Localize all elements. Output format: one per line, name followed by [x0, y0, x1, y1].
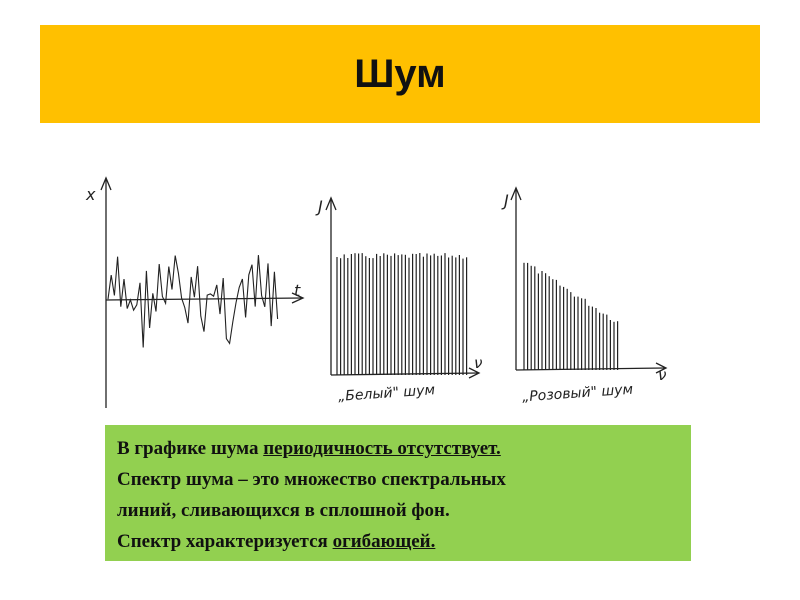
time-signal-y-label: x — [86, 185, 96, 204]
pink-noise-y-label: J — [504, 191, 509, 210]
note-line-1-prefix: В графике шума — [117, 438, 264, 459]
pink-noise-x-label: ν — [658, 366, 667, 384]
note-line-1 — [117, 433, 681, 464]
white-noise-spectral-lines — [337, 253, 467, 375]
white-noise-x-label: ν — [474, 354, 483, 372]
white-noise-caption: „Белый" шум — [337, 382, 436, 405]
note-line-1-underlined: периодичность отсутствует. — [263, 438, 501, 459]
note-line-4-prefix: Спектр характеризуется — [117, 531, 333, 552]
pink-noise-graph — [511, 188, 666, 373]
time-signal-graph — [101, 178, 303, 408]
page-title: Шум — [354, 51, 446, 96]
note-box — [105, 425, 691, 561]
note-line-4-underlined: огибающей. — [332, 531, 436, 552]
time-signal-x-label: t — [294, 281, 301, 300]
note-line-4 — [117, 526, 681, 557]
pink-noise-caption: „Розовый" шум — [521, 381, 634, 406]
white-noise-graph — [326, 198, 479, 378]
white-noise-y-label: J — [318, 197, 323, 216]
noise-waveform — [108, 255, 278, 347]
pink-noise-spectral-lines — [524, 263, 618, 370]
note-line-2: Спектр шума – это множество спектральных — [117, 469, 506, 490]
note-line-3: линий, сливающихся в сплошной фон. — [117, 500, 450, 521]
